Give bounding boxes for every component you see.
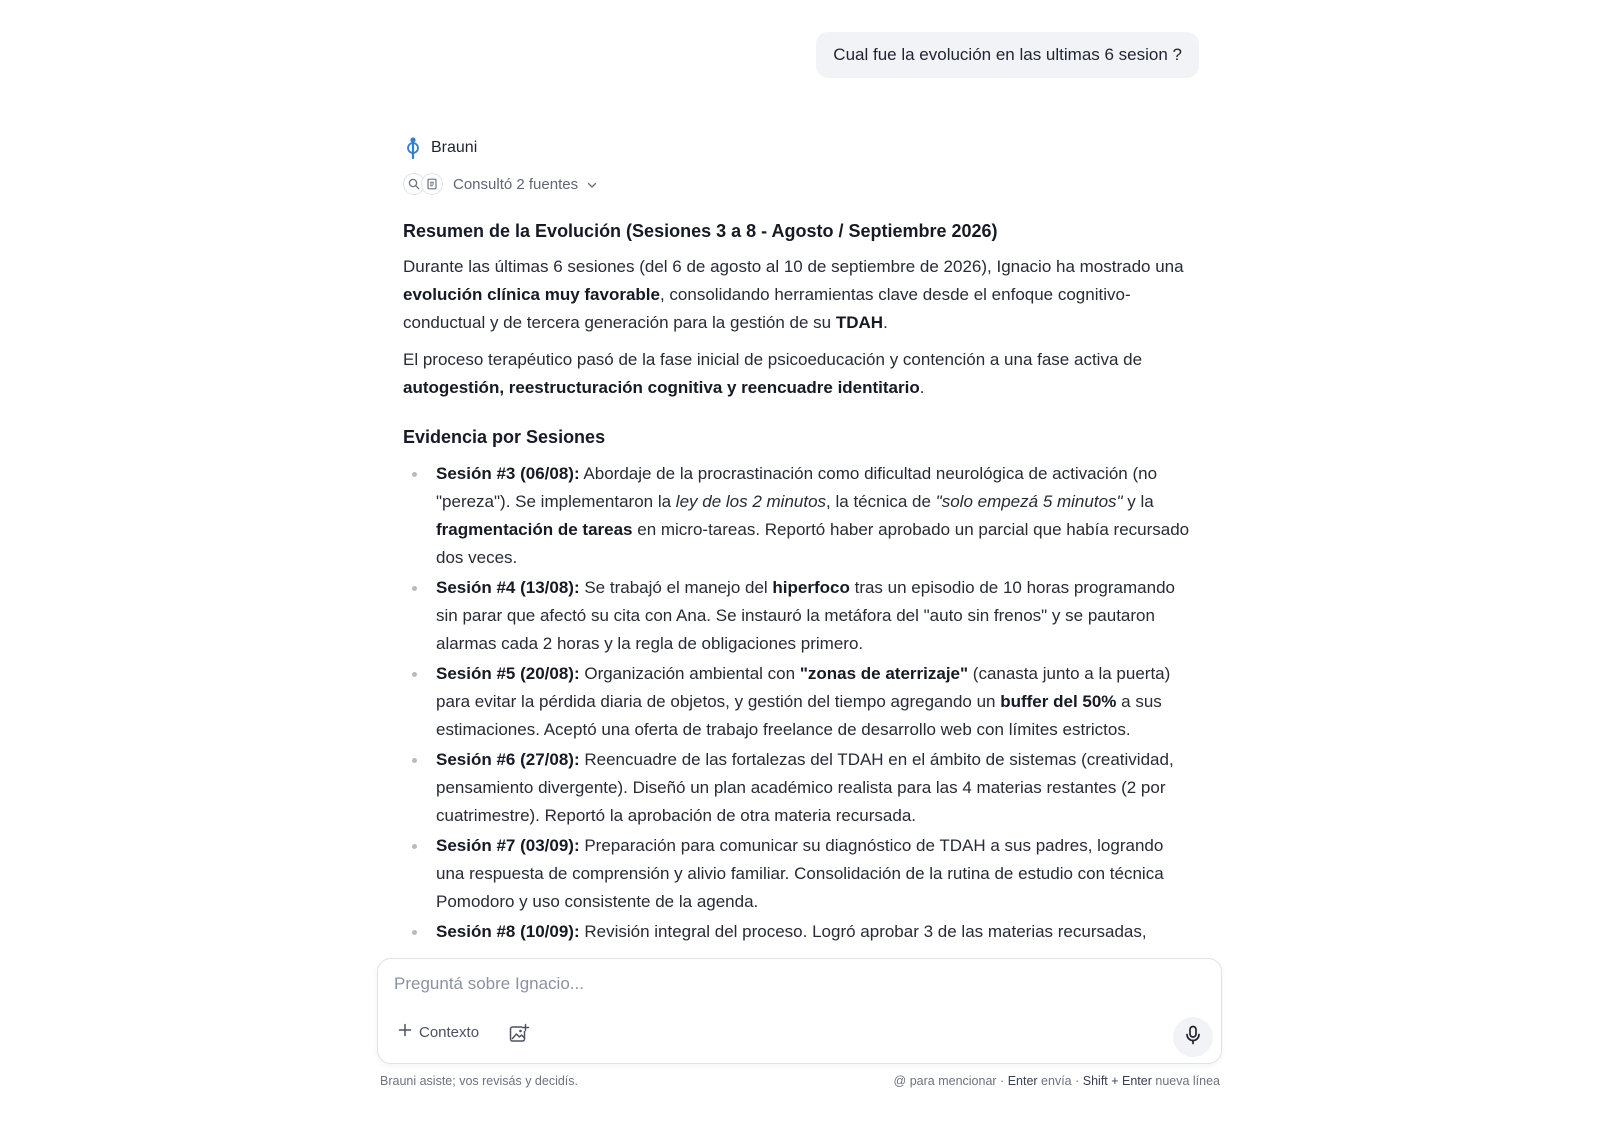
list-item <box>403 660 1195 744</box>
text-span: y la <box>1122 492 1154 511</box>
text-span: a sus estimaciones. Aceptó una oferta de trabajo freelance de desarrollo web con límites estrictos. <box>436 692 1162 739</box>
text-span: El proceso terapéutico pasó de la fase inicial de psicoeducación y contención a una fase activa de <box>403 350 1143 369</box>
bold-text: fragmentación de tareas <box>436 520 633 539</box>
session-label: Sesión #7 (03/09): <box>436 836 580 855</box>
user-message-bubble <box>816 32 1199 78</box>
text-span: Revisión integral del proceso. Logró aprobar 3 de las materias recursadas, <box>579 922 1147 941</box>
context-label: Contexto <box>419 1023 480 1041</box>
composer-footer <box>380 1074 1220 1088</box>
chat-composer <box>377 958 1222 1064</box>
plus-icon <box>398 1023 412 1041</box>
text-span: Preparación para comunicar su diagnóstico de TDAH a sus padres, logrando una respuesta de comprensión y alivio familiar. Consolidación de la rutina de estudio con técnica Pomodoro y uso consistente de la agenda. <box>436 836 1164 911</box>
italic-text: ley de los 2 minutos <box>675 492 827 511</box>
sessions-list <box>403 460 1195 946</box>
session-label: Sesión #6 (27/08): <box>436 750 580 769</box>
keyboard-hints <box>894 1074 1220 1088</box>
session-label: Sesión #3 (06/08): <box>436 464 580 483</box>
text-span: (canasta junto a la puerta) para evitar la pérdida diaria de objetos, y gestión del tiempo agregando un <box>436 664 1171 711</box>
list-item <box>403 918 1195 946</box>
text-span: , consolidando herramientas clave desde el enfoque cognitivo-conductual y de tercera generación para la gestión de su <box>403 285 1131 332</box>
session-label: Sesión #8 (10/09): <box>436 922 580 941</box>
text-span: Reencuadre de las fortalezas del TDAH en el ámbito de sistemas (creatividad, pensamiento divergente). Diseñó un plan académico realista para las 4 materias restantes (2 por cuatrimestre). Reportó la aprobación de otra materia recursada. <box>436 750 1174 825</box>
hint-text: para mencionar · <box>906 1074 1008 1088</box>
session-label: Sesión #5 (20/08): <box>436 664 580 683</box>
chevron-down-icon <box>586 178 598 190</box>
person-icon <box>403 136 423 160</box>
sources-toggle[interactable] <box>403 172 1203 196</box>
assistant-response <box>403 218 1195 950</box>
user-message-text: Cual fue la evolución en las ultimas 6 sesion ? <box>833 45 1182 64</box>
text-span: Durante las últimas 6 sesiones (del 6 de agosto al 10 de septiembre de 2026), Ignacio ha mostrado una <box>403 257 1184 276</box>
bold-text: evolución clínica muy favorable <box>403 285 660 304</box>
list-item <box>403 746 1195 830</box>
text-span: Organización ambiental con <box>579 664 800 683</box>
bold-text: hiperfoco <box>772 578 850 597</box>
sources-icons <box>403 173 443 195</box>
text-span: en micro-tareas. Reportó haber aprobado un parcial que había recursado dos veces. <box>436 520 1190 567</box>
hint-key: Shift + Enter <box>1082 1074 1152 1088</box>
bold-text: autogestión, reestructuración cognitiva y reencuadre identitario <box>403 378 920 397</box>
hint-text: nueva línea <box>1151 1074 1220 1088</box>
hint-text: envía · <box>1037 1074 1083 1088</box>
section-title: Evidencia por Sesiones <box>403 427 606 447</box>
microphone-button[interactable] <box>1173 1017 1213 1057</box>
text-span: . <box>883 313 888 332</box>
text-span: tras un episodio de 10 horas programando sin parar que afectó su cita con Ana. Se instauró la metáfora del "auto sin frenos" y se pautaron alarmas cada 2 horas y la regla de obligaciones primero. <box>436 578 1175 653</box>
italic-text: "solo empezá 5 minutos" <box>935 492 1123 511</box>
bold-text: buffer del 50% <box>1000 692 1117 711</box>
session-label: Sesión #4 (13/08): <box>436 578 580 597</box>
process-paragraph <box>403 346 1195 402</box>
image-plus-icon[interactable] <box>508 1023 530 1045</box>
microphone-icon <box>1184 1025 1202 1050</box>
hint-key: @ <box>893 1074 907 1088</box>
document-icon <box>421 173 443 195</box>
text-span: Abordaje de la procrastinación como dificultad neurológica de activación (no "pereza"). Se implementaron la <box>436 464 1158 511</box>
sources-label: Consultó 2 fuentes <box>453 175 579 193</box>
bold-text: TDAH <box>835 313 884 332</box>
bold-text: "zonas de aterrizaje" <box>799 664 969 683</box>
assistant-name: Brauni <box>431 139 478 156</box>
assistant-message <box>403 134 1203 950</box>
hint-key: Enter <box>1007 1074 1038 1088</box>
add-context-button[interactable] <box>398 1023 479 1041</box>
list-item <box>403 832 1195 916</box>
sessions-list-viewport <box>403 460 1195 950</box>
list-item <box>403 574 1195 658</box>
text-span: Se trabajó el manejo del <box>579 578 773 597</box>
list-item <box>403 460 1195 572</box>
disclaimer-text: Brauni asiste; vos revisás y decidís. <box>380 1074 578 1088</box>
response-title: Resumen de la Evolución (Sesiones 3 a 8 - Agosto / Septiembre 2026) <box>403 221 998 241</box>
chat-input[interactable] <box>394 974 1094 994</box>
text-span: . <box>919 378 925 397</box>
summary-paragraph <box>403 253 1195 337</box>
text-span: , la técnica de <box>826 492 936 511</box>
assistant-header <box>403 134 1203 162</box>
